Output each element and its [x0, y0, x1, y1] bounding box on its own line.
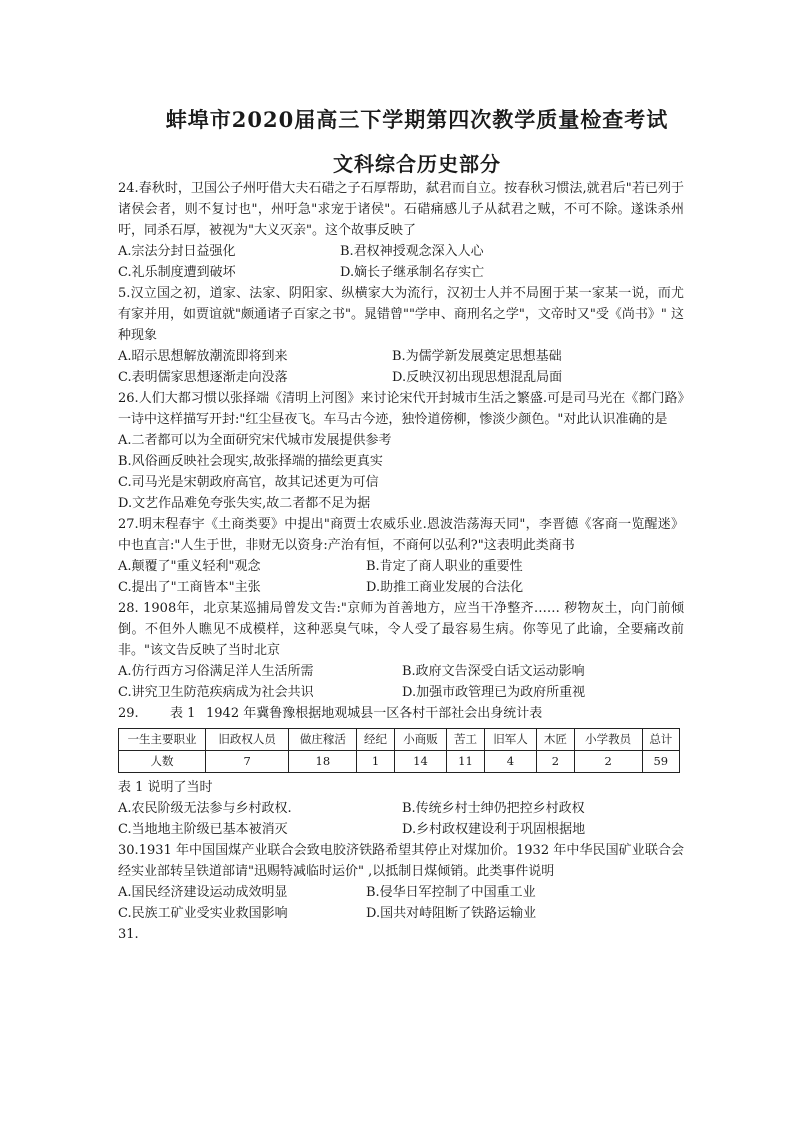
question-30-stem: 30.1931 年中国国煤产业联合会致电胶济铁路希望其停止对煤加价。1932 年中华民国矿业联合会经实业部转呈铁道部请"迅赐特减临时运价" ,以抵制日煤倾销。此类事件说明: [118, 843, 684, 879]
option-c: C.司马光是宋朝政府高官，故其记述更为可信: [118, 475, 379, 490]
option-a: A.二者都可以为全面研究宋代城市发展提供参考: [118, 433, 392, 448]
option-d: D.反映汉初出现思想混乱局面: [392, 370, 563, 385]
option-d: D.乡村政权建设利于巩固根据地: [402, 822, 586, 837]
table-header-row: [119, 729, 680, 751]
table-header-cell: 经纪: [357, 729, 394, 751]
option-a: A.昭示思想解放潮流即将到来: [118, 349, 288, 364]
option-d: D.加强市政管理已为政府所重视: [402, 685, 586, 700]
table-header-cell: 总计: [642, 729, 679, 751]
question-25-options-row2: [118, 367, 684, 388]
question-29-options-row1: [118, 798, 684, 819]
option-d: D.助推工商业发展的合法化: [366, 580, 524, 595]
table-cell: 1: [357, 751, 394, 773]
question-26-stem: 26.人们大都习惯以张择端《清明上河图》来讨论宋代开封城市生活之繁盛.可是司马光在《都门路》一诗中这样描写开封:"红尘昼夜飞。车马古今迹，独怜道傍柳，惨淡少颜色。"对此认识准确的是: [118, 391, 684, 427]
option-c: C.礼乐制度遭到破坏: [118, 265, 236, 280]
exam-subtitle: 文科综合历史部分: [333, 152, 501, 176]
question-list: [118, 178, 684, 945]
question-25-stem: 5.汉立国之初，道家、法家、阴阳家、纵横家大为流行，汉初士人并不局囿于某一家某一说，而尤有家并用，如贾谊就"颇通诸子百家之书"。晁错曾""学申、商刑名之学"，文帝时又"受《尚书》" 这种现象: [118, 286, 684, 343]
table-header-cell: 木匠: [537, 729, 574, 751]
question-29-stem: 表 1 说明了当时: [118, 780, 213, 795]
question-27-stem: 27.明末程春宇《土商类要》中提出"商贾士农威乐业.恩波浩荡海天同"，李晋德《客商一览醒迷》中也直言:"人生于世，非财无以资身:产治有恒，不商何以弘利?"这表明此类商书: [118, 517, 684, 553]
question-24-stem: 24.春秋时，卫国公子州吁借大夫石碏之子石厚帮助，弑君而自立。按春秋习惯法,就君后"若已列于诸侯会者，则不复讨也"，州吁急"求宠于诸侯"。石碏痛感儿子从弑君之贼，不可不除。遂诛杀州吁，同杀石厚，被视为"大义灭亲"。这个故事反映了: [118, 181, 684, 238]
question-30-options-row2: [118, 903, 684, 924]
question-29-caption: [118, 703, 684, 724]
table-cell: 7: [206, 751, 289, 773]
table-cell: 18: [289, 751, 357, 773]
option-c: C.当地地主阶级已基本被消灭: [118, 822, 288, 837]
option-b: B.肯定了商人职业的重要性: [366, 559, 523, 574]
question-28-options-row2: [118, 682, 684, 703]
option-b: B.君权神授观念深入人心: [340, 244, 484, 259]
table-header-cell: 一生主要职业: [119, 729, 206, 751]
option-a: A.颠覆了"重义轻利"观念: [118, 559, 261, 574]
question-27-options-row1: [118, 556, 684, 577]
option-d: D.嫡长子继承制名存实亡: [340, 265, 485, 280]
question-27-options-row2: [118, 577, 684, 598]
question-29-options-row2: [118, 819, 684, 840]
table-header-cell: 旧军人: [484, 729, 537, 751]
option-b: B.侵华日军控制了中国重工业: [366, 885, 536, 900]
option-c: C.表明儒家思想逐渐走向没落: [118, 370, 288, 385]
question-28-options-row1: [118, 661, 684, 682]
table-header-cell: 苦工: [447, 729, 484, 751]
table-cell: 11: [447, 751, 484, 773]
option-d: D.文艺作品难免夸张失实,故二者都不足为据: [118, 496, 371, 511]
table-caption: 1942 年冀鲁豫根据地观城县一区各村干部社会出身统计表: [206, 706, 543, 721]
question-29-number: 29.: [118, 706, 139, 721]
table-cell: 4: [484, 751, 537, 773]
option-b: B.政府文告深受白话文运动影响: [402, 664, 585, 679]
option-b: B.为儒学新发展奠定思想基础: [392, 349, 562, 364]
option-c: C.讲究卫生防范疾病成为社会共识: [118, 685, 314, 700]
table-label: 表 1: [170, 706, 196, 721]
table-cell: 2: [574, 751, 642, 773]
option-a: A.仿行西方习俗满足洋人生活所需: [118, 664, 314, 679]
question-25-options-row1: [118, 346, 684, 367]
table-cell: 14: [394, 751, 447, 773]
question-28-stem: 28. 1908年，北京某巡捕局曾发文告:"京师为首善地方，应当干净整齐…… 秽物灰土，向门前倾倒。不但外人瞧见不成模样，这种恶臭气味，令人受了最容易生病。你等见了此谕，全要痛改前非。"该文告反映了当时北京: [118, 601, 684, 658]
exam-title: 蚌埠市2020届高三下学期第四次教学质量检查考试: [165, 107, 669, 132]
question-31-stem: 31.: [118, 927, 139, 942]
table-cell: 59: [642, 751, 679, 773]
statistics-table: [118, 728, 680, 773]
option-b: B.风俗画反映社会现实,故张择端的描绘更真实: [118, 454, 383, 469]
table-header-cell: 小商贩: [394, 729, 447, 751]
option-a: A.国民经济建设运动成效明显: [118, 885, 288, 900]
table-header-cell: 小学教员: [574, 729, 642, 751]
option-c: C.提出了"工商皆本"主张: [118, 580, 261, 595]
statistics-table-wrapper: [118, 728, 684, 773]
table-header-cell: 做庄稼活: [289, 729, 357, 751]
option-c: C.民族工矿业受实业救国影响: [118, 906, 288, 921]
question-24-options-row2: [118, 262, 684, 283]
question-24-options-row1: [118, 241, 684, 262]
option-a: A.农民阶级无法参与乡村政权.: [118, 801, 292, 816]
table-row-label: 人数: [119, 751, 206, 773]
option-b: B.传统乡村士绅仍把控乡村政权: [402, 801, 585, 816]
question-30-options-row1: [118, 882, 684, 903]
option-a: A.宗法分封日益强化: [118, 244, 236, 259]
table-header-cell: 旧政权人员: [206, 729, 289, 751]
table-row: [119, 751, 680, 773]
table-cell: 2: [537, 751, 574, 773]
option-d: D.国共对峙阻断了铁路运输业: [366, 906, 537, 921]
